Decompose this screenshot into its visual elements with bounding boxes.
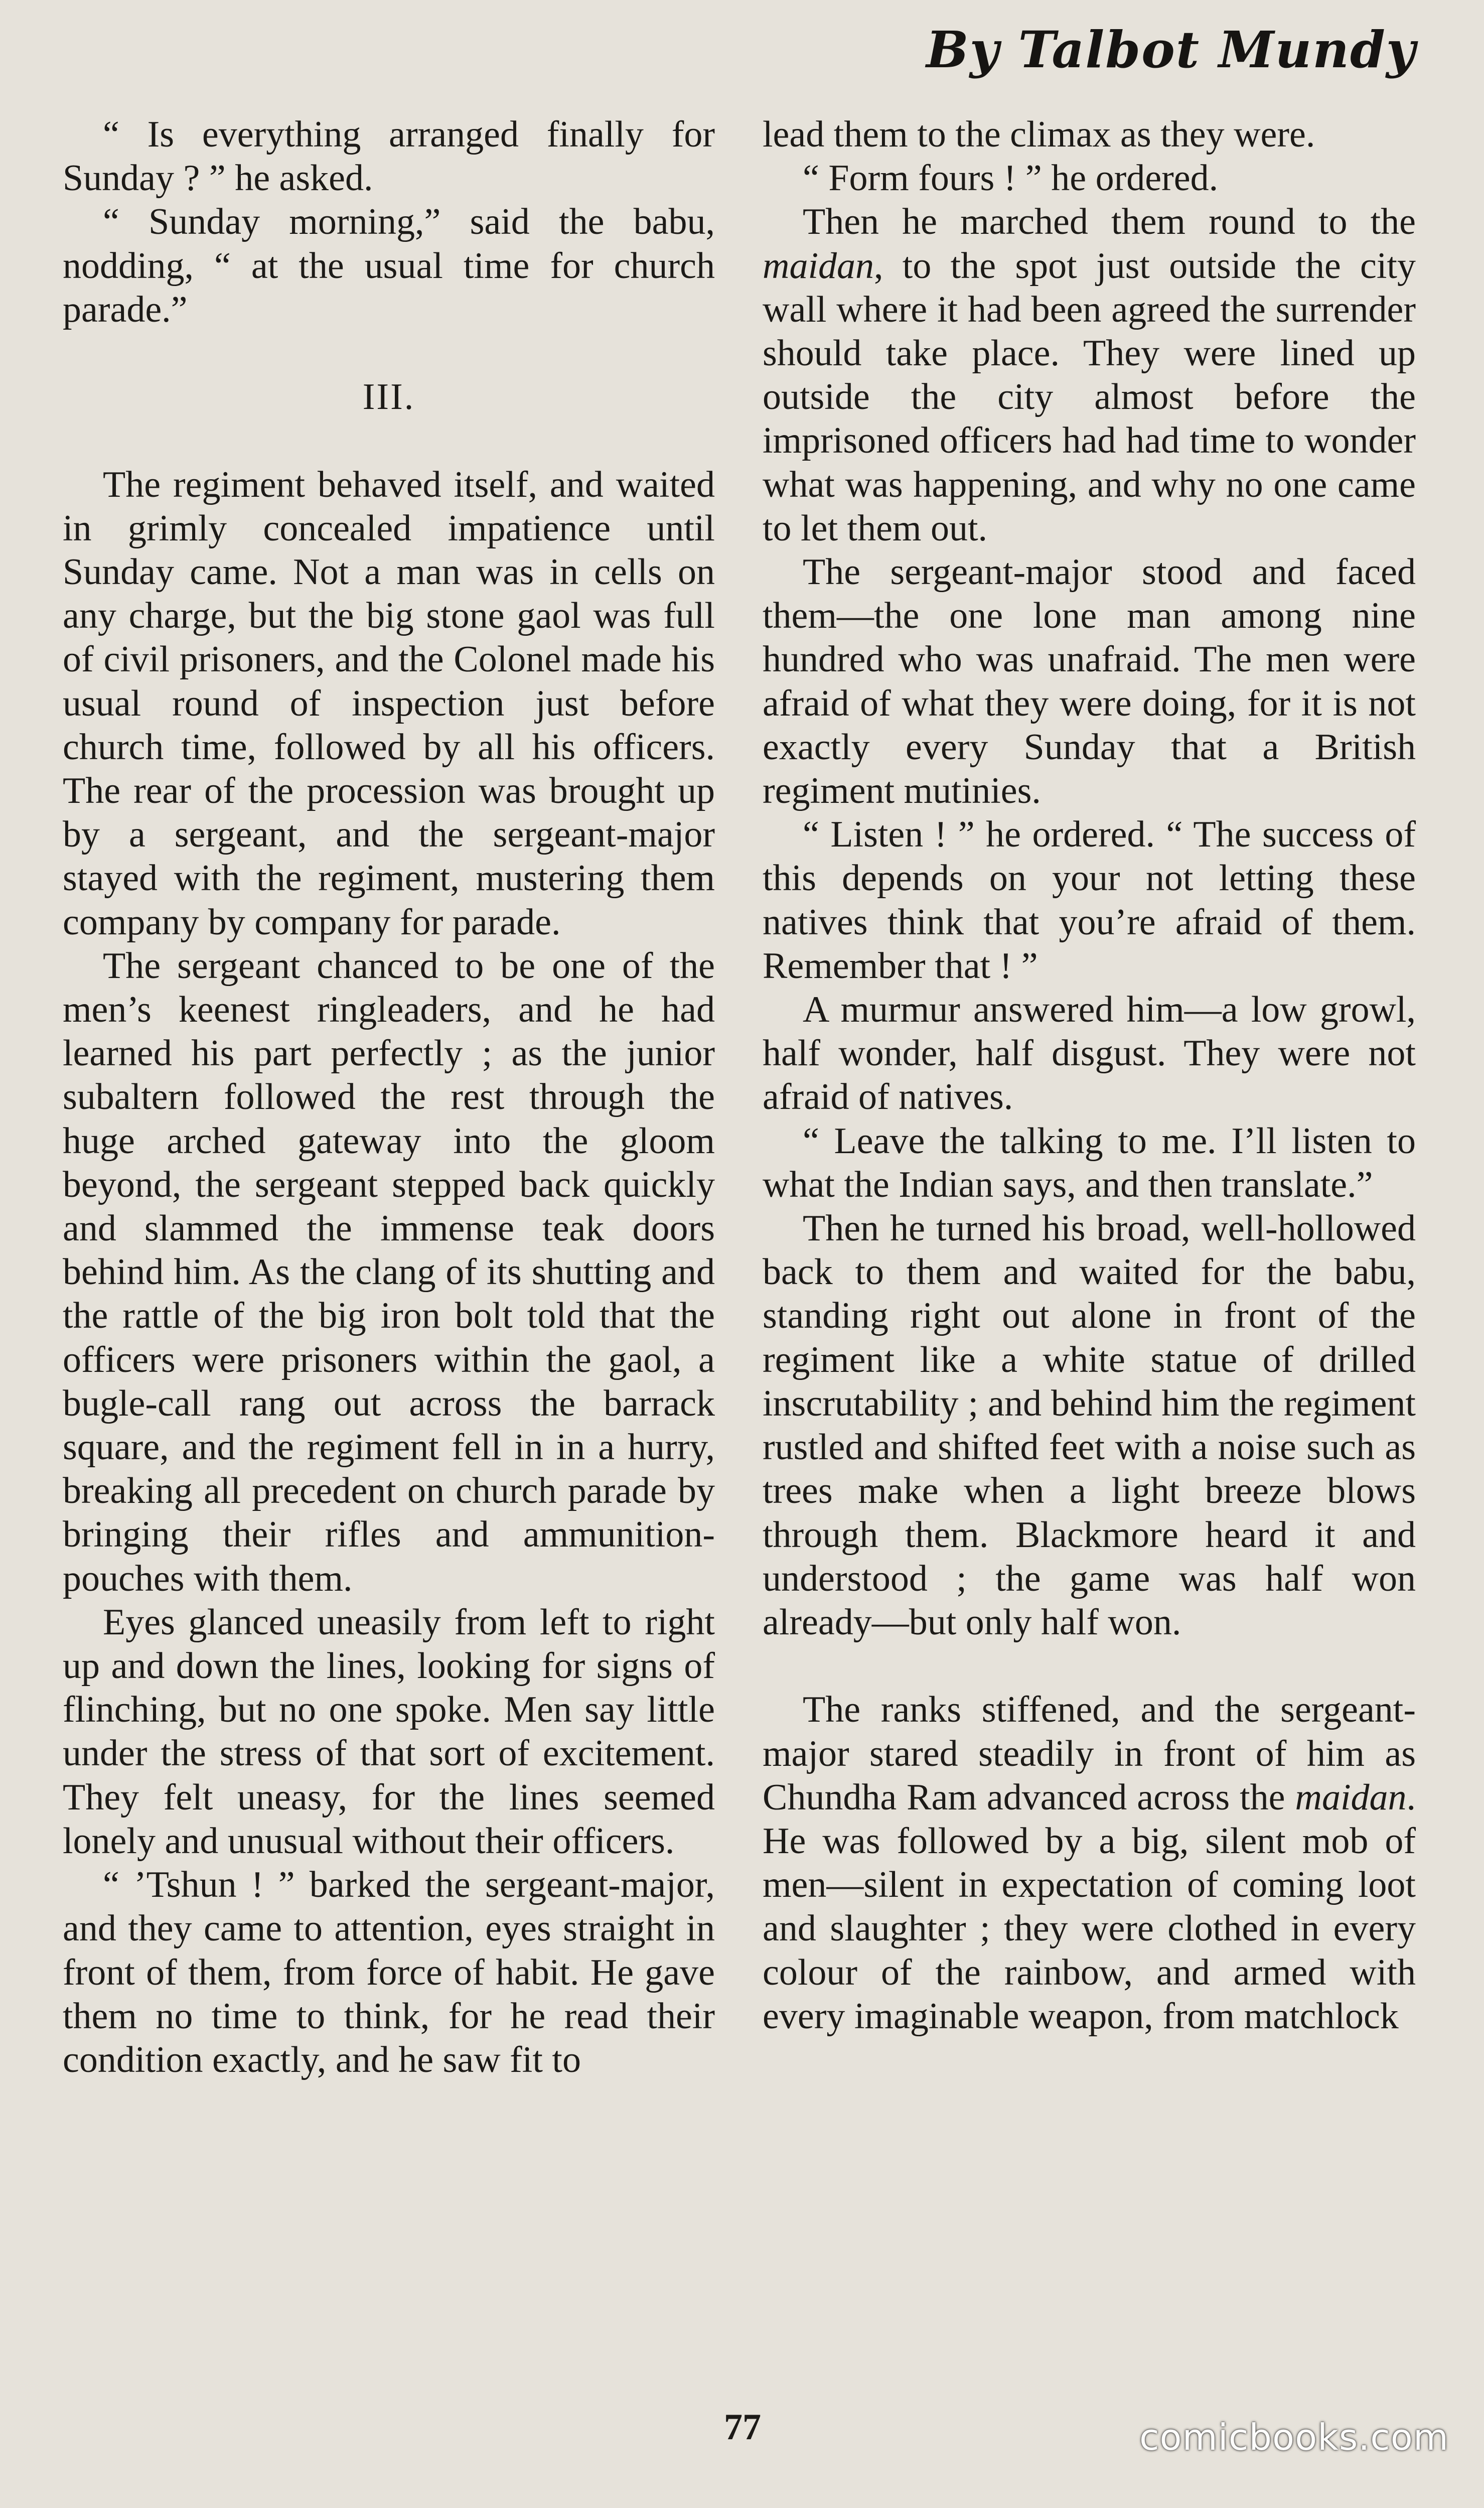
author-byline: By Talbot Mundy — [926, 20, 1416, 79]
text-run: Then he marched them round to the — [803, 201, 1416, 243]
paragraph: The regiment behaved itself, and waited in grimly concealed impatience until Sunday came. Not a man was in cells on any charge, but the big stone gaol was full of civil prisoners, and the Colonel made his usual round of inspection just before church time, followed by all his officers. The rear of the procession was brought up by a sergeant, and the sergeant-major stayed with the regiment, mustering them company by company for parade. — [63, 464, 715, 943]
paragraph: “ Is everything arranged finally for Sunday ? ” he asked. — [63, 114, 715, 199]
italic-term: maidan — [763, 245, 874, 287]
paragraph: The sergeant-major stood and faced them—the one lone man among nine hundred who was unafraid. The men were afraid of what they were doing, for it is not exactly every Sunday that a British regiment mutinies. — [763, 551, 1416, 812]
paragraph: Then he turned his broad, well-hollowed back to them and waited for the babu, standing right out alone in front of the regiment like a white statue of drilled inscrutability ; and behind him the regiment rustled and shifted feet with a noise such as trees make when a light breeze blows through them. Blackmore heard it and understood ; the game was half won already—but only half won. — [763, 1208, 1416, 1643]
italic-term: maidan — [1295, 1776, 1407, 1818]
paragraph: The sergeant chanced to be one of the men’s keenest ringleaders, and he had learned his part perfectly ; as the junior subaltern followed the rest through the huge arched gateway into the gloom beyond, the sergeant stepped back quickly and slammed the immense teak doors behind him. As the clang of its shutting and the rattle of the big iron bolt told that the officers were prisoners within the gaol, a bugle-call rang out across the barrack square, and the regiment fell in in a hurry, breaking all precedent on church parade by bringing their rifles and ammunition-pouches with them. — [63, 945, 715, 1599]
paragraph: “ Listen ! ” he ordered. “ The success of this depends on your not letting these natives think that you’re afraid of them. Remember that ! ” — [763, 814, 1416, 987]
right-column — [763, 113, 1416, 2038]
paragraph — [763, 200, 1416, 550]
paragraph: “ ’Tshun ! ” barked the sergeant-major, and they came to attention, eyes straight in front of them, from force of habit. He gave them no time to think, for he read their condition exactly, and he saw fit to — [63, 1864, 715, 2080]
text-run: , to the spot just outside the city wall where it had been agreed the surrender should take place. They were lined up outside the city almost before the imprisoned officers had had time to wonder what was happening, and why no one came to let them out. — [763, 245, 1416, 549]
watermark: comicbooks.com — [1139, 2416, 1449, 2458]
left-column — [63, 113, 715, 2082]
paragraph: “ Form fours ! ” he ordered. — [803, 158, 1219, 199]
paragraph: Eyes glanced uneasily from left to right up and down the lines, looking for signs of flinching, but no one spoke. Men say little under the stress of that sort of excitement. They felt uneasy, for the lines seemed lonely and unusual without their officers. — [63, 1601, 715, 1862]
paragraph — [763, 1688, 1416, 2038]
paragraph: “ Sunday morning,” said the babu, nodding, “ at the usual time for church parade.” — [63, 201, 715, 330]
paragraph: “ Leave the talking to me. I’ll listen to what the Indian says, and then translate.” — [763, 1120, 1416, 1205]
section-heading: III. — [362, 376, 415, 418]
paragraph: A murmur answered him—a low growl, half wonder, half disgust. They were not afraid of natives. — [763, 989, 1416, 1118]
text-run: The ranks stiffened, and the sergeant-major stared steadily in front of him as Chundha Ram advanced across the — [763, 1689, 1416, 1818]
paragraph-continued: lead them to the climax as they were. — [763, 114, 1315, 155]
text-run: . He was followed by a big, silent mob of men—silent in expectation of coming loot and slaughter ; they were clothed in every colour of the rainbow, and armed with every imaginable weapon, from matchlock — [763, 1776, 1416, 2037]
page-number: 77 — [724, 2407, 761, 2448]
